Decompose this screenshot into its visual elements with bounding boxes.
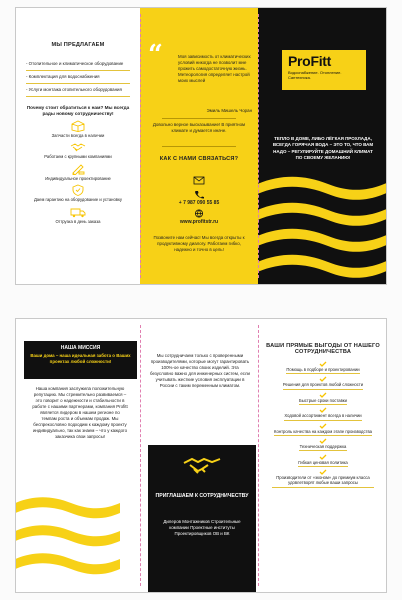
advantage-item: [284, 407, 361, 420]
mission-panel: [16, 319, 140, 592]
logo-wordmark: ProFitt: [288, 53, 332, 69]
divider: [162, 118, 236, 119]
advantage-text: Гибкая ценовая политика: [298, 460, 348, 467]
contact-panel: [140, 8, 258, 284]
fold-line: [140, 325, 141, 586]
advantage-item: [299, 392, 347, 405]
advantage-text: Ходовой ассортимент всегда в наличии: [284, 413, 361, 420]
brochure-outer-side: [15, 7, 387, 285]
invite-title: ПРИГЛАШАЕМ К СОТРУДНИЧЕСТВУ: [155, 493, 249, 499]
offer-item: - Отопительное и климатическое оборудование: [26, 58, 130, 71]
benefit-item: [26, 141, 130, 159]
advantage-text: Помощь в подборе и проектировании: [286, 367, 359, 374]
cover-panel: [258, 8, 387, 284]
benefit-text: Работаем с крупными компаниями: [44, 154, 112, 160]
advantage-item: [286, 361, 359, 374]
benefit-item: [26, 184, 130, 202]
advantages-title: ВАШИ ПРЯМЫЕ ВЫГОДЫ ОТ НАШЕГО СОТРУДНИЧЕСТВА: [266, 343, 380, 355]
advantage-item: [298, 454, 348, 467]
handshake-icon: [182, 455, 222, 477]
pencil-ruler-icon: [70, 163, 86, 175]
benefit-text: Индивидуальное проектирование: [45, 175, 111, 181]
phone-number: + 7 987 090 55 85: [178, 200, 220, 206]
advantage-item: [272, 469, 374, 488]
handshake-icon: [70, 141, 86, 153]
benefit-item: [26, 163, 130, 181]
advantages-list: [272, 361, 374, 490]
offer-panel: [16, 8, 140, 284]
logo: [282, 50, 366, 90]
cooperation-panel: [140, 319, 258, 592]
mission-title: НАША МИССИЯ: [60, 345, 101, 351]
fold-line: [258, 325, 259, 586]
advantage-item: [299, 438, 347, 451]
about-text: Наша компания заслужила положительную репутацию. Мы стремительно развиваемся – это говорит о надежности и стабильности в работе с нашими партнерами, компания Profitt является лидером в нашем регионе по темпам роста и объемам продаж. Мы беспрекословно подходим к каждому проекту индивидуально, так как знаем – что у каждого заказчика свои запросы!: [32, 386, 128, 439]
contact-phone[interactable]: [148, 190, 250, 206]
fold-line: [140, 14, 141, 278]
divider: [162, 146, 236, 147]
fold-line: [258, 14, 259, 278]
advantage-text: Техническая поддержка: [299, 444, 347, 451]
partners-box: [148, 445, 256, 592]
advantage-text: Решения для проектов любой сложности: [283, 382, 363, 389]
mission-box: [24, 341, 137, 379]
benefit-text: Отгрузка в день заказа: [55, 218, 101, 224]
contact-title: КАК С НАМИ СВЯЗАТЬСЯ?: [159, 156, 239, 162]
mail-icon: [193, 176, 205, 185]
advantages-panel: [258, 319, 387, 592]
advantage-text: Быстрые сроки поставки: [299, 398, 347, 405]
advantage-item: [274, 423, 372, 436]
why-us-heading: Почему стоит обратиться к нам? Мы всегда рады новому сотрудничеству!: [26, 104, 130, 116]
offer-list: [26, 58, 130, 97]
cover-motto: ТЕПЛО В ДОМЕ, ЛИБО ЛЁГКАЯ ПРОХЛАДА, ВСЕГДА ГОРЯЧАЯ ВОДА – ЭТО ТО, ЧТО ВАМ НАДО – РЕГУЛИРУЙТЕ ДОМАШНИЙ КЛИМАТ ПО СВОЕМУ ЖЕЛАНИЮ!: [272, 136, 374, 160]
partners-list: Дилеров Монтажников Строительные компании Проектные институты Проектировщиков ОВ и ВК: [163, 519, 241, 537]
quote-text: Моя зависимость от климатических условий никогда не позволит мне прожить самодостаточную жизнь. Метеорология определяет настрой моих мыслей: [178, 54, 251, 83]
contact-website[interactable]: [148, 209, 250, 225]
wave-decoration: [258, 176, 387, 284]
contact-email[interactable]: [148, 176, 250, 185]
truck-icon: [70, 206, 86, 218]
globe-icon: [193, 209, 205, 218]
advantage-text: Производители от «эконом» до премиум класса удовлетворят любые ваши запросы: [272, 475, 374, 488]
offer-item: - Комплектация для водоснабжения: [26, 71, 130, 84]
box-icon: [70, 120, 86, 132]
wave-decoration: [16, 497, 140, 592]
benefit-text: Запчасти всегда в наличии: [51, 133, 105, 139]
phone-icon: [193, 190, 205, 199]
advantage-text: Контроль качества на каждом этапе производства: [274, 429, 372, 436]
logo-tagline: Водоснабжение. Отопление. Сантехника.: [288, 70, 342, 81]
mission-text: Ваши дома – наша идеальная забота о Ваших проектах любой сложности!: [30, 353, 131, 364]
benefit-text: Даем гарантию на оборудование и установку: [33, 197, 123, 203]
advantage-item: [283, 376, 363, 389]
benefit-item: [26, 120, 130, 138]
contact-intro: Довольно верное высказывание! В приятном климате и думается иначе.: [152, 122, 246, 133]
benefit-item: [26, 206, 130, 224]
shield-icon: [70, 184, 86, 196]
offer-title: МЫ ПРЕДЛАГАЕМ: [51, 42, 105, 48]
quote-mark-icon: “: [148, 40, 163, 70]
offer-block: [26, 42, 130, 224]
cooperation-text: Мы сотрудничаем только с проверенными производителями, которые могут гарантировать 100%-ое качество своих изделий. Эта безусловно важно для инженерных систем, если учитывать жесткие условия эксплуатации в России с таким переменным климатом.: [150, 353, 250, 388]
brochure-inner-side: [15, 318, 387, 593]
closing-text: Позвоните нам сейчас! Мы всегда открыты к продуктивному диалогу. Работаем гибко, надежно и точно в цель!: [153, 235, 245, 252]
website-link: www.profitstr.ru: [179, 219, 219, 225]
offer-item: - Услуги монтажа отопительного оборудования: [26, 84, 130, 97]
quote-author: Эмиль Мишель Чоран: [206, 108, 252, 113]
